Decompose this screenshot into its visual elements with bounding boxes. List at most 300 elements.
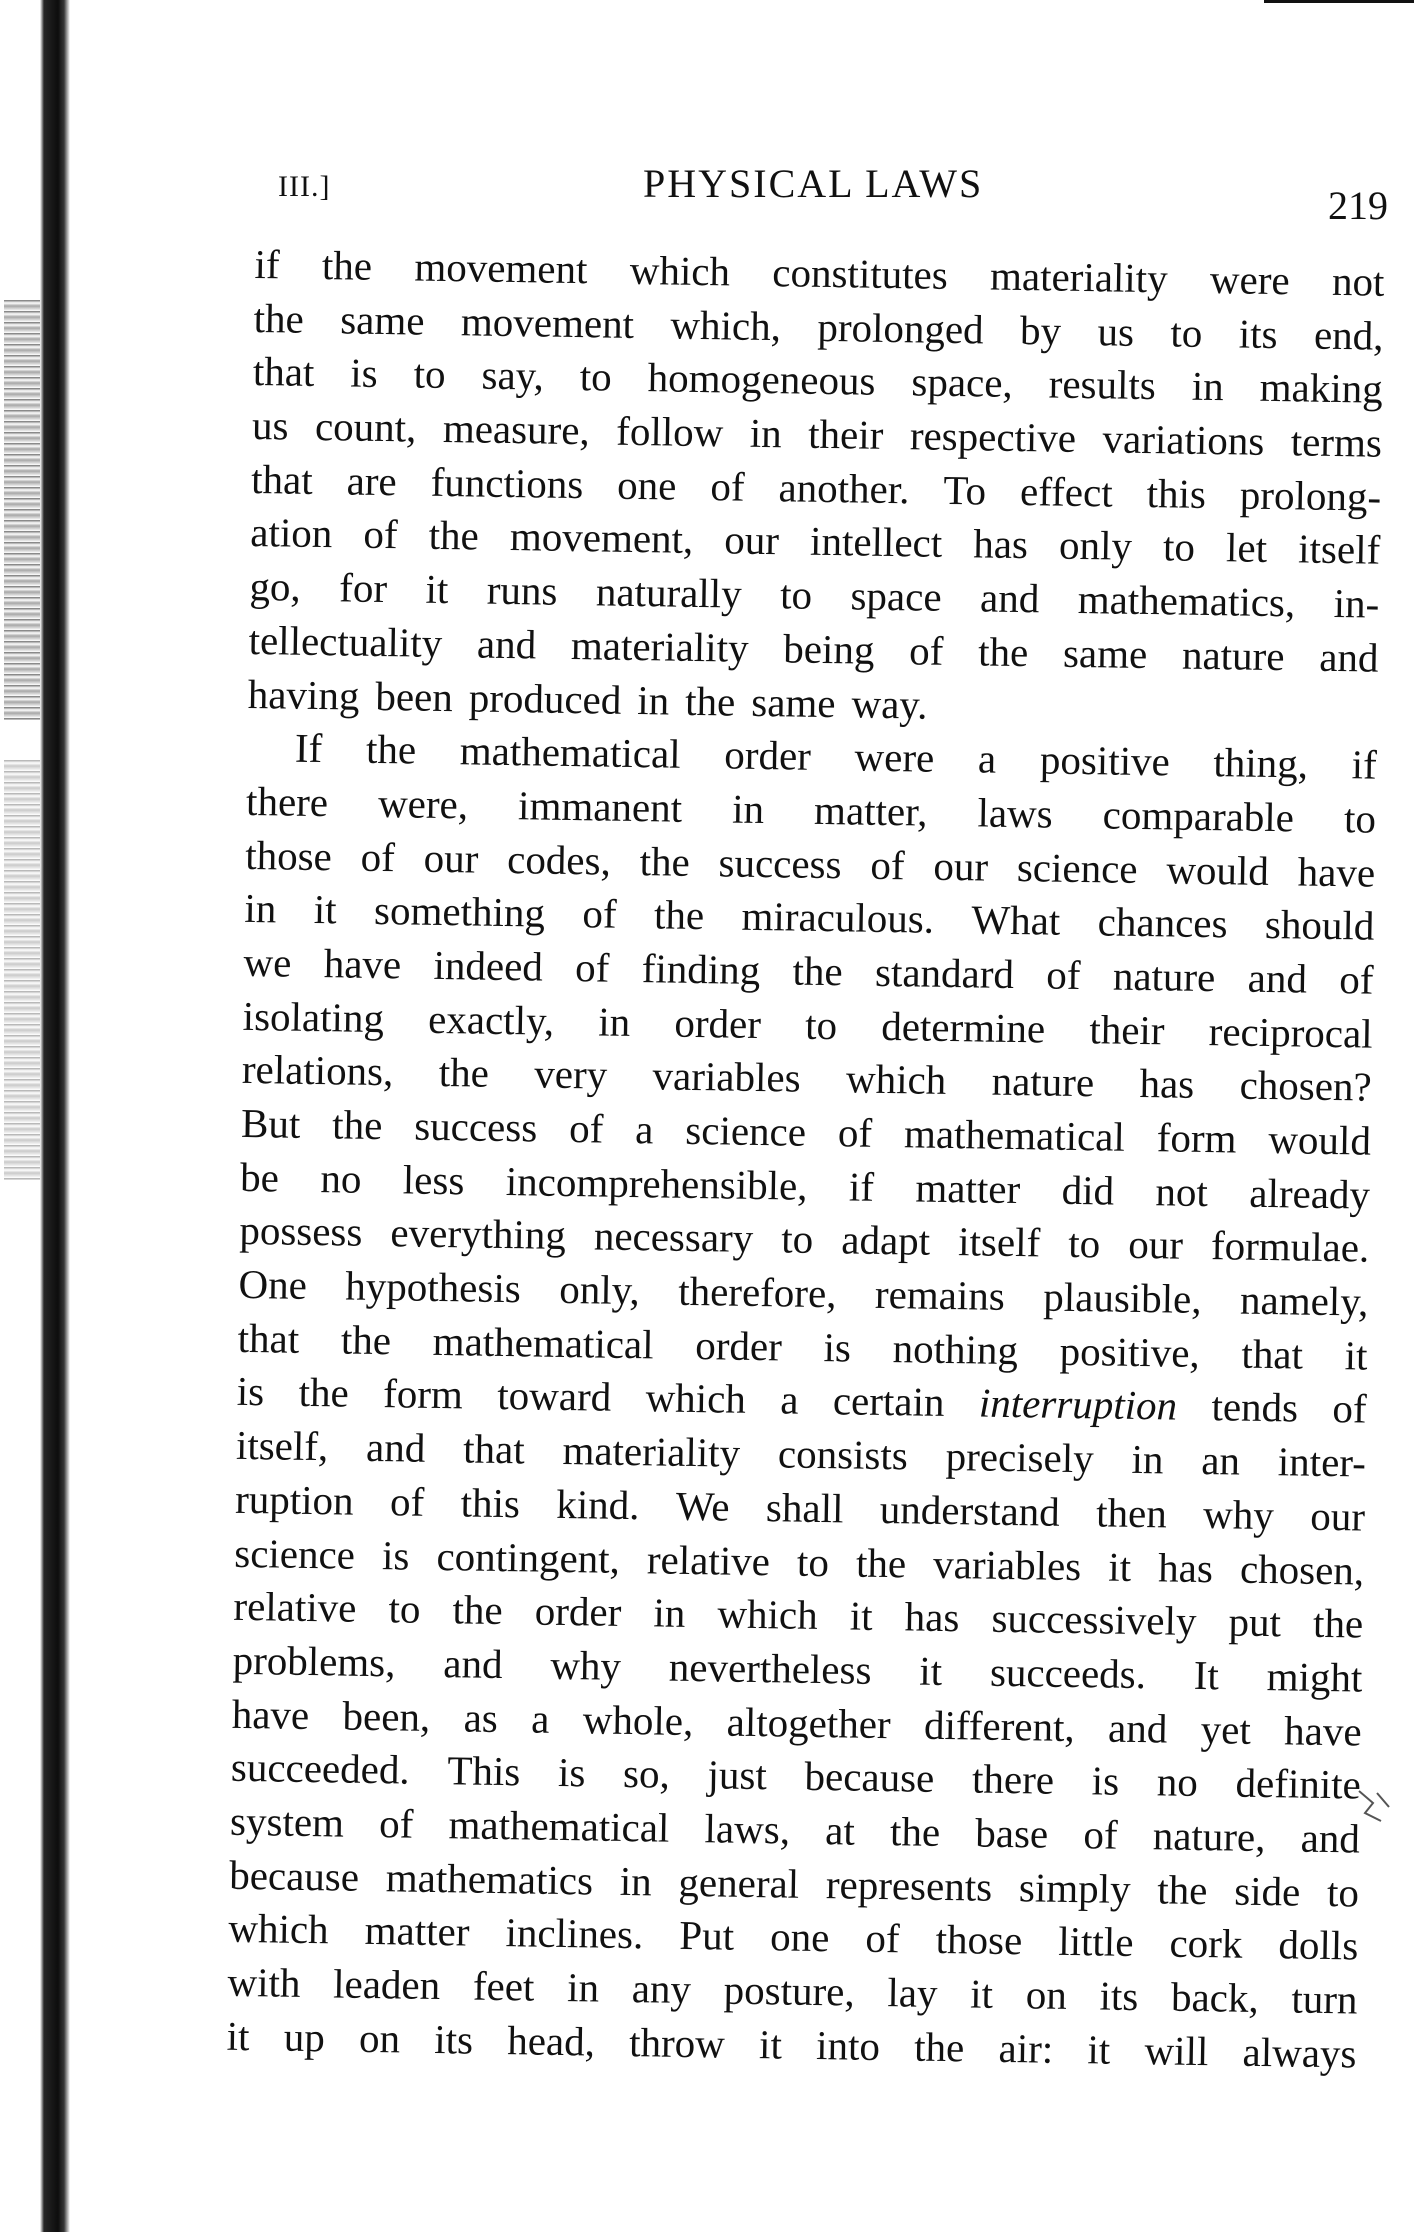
word: the bbox=[684, 677, 736, 725]
word: variables bbox=[652, 1052, 801, 1101]
word: terms bbox=[1290, 418, 1383, 466]
word: at bbox=[824, 1807, 856, 1854]
word: with bbox=[227, 1958, 301, 2006]
word: represents bbox=[825, 1860, 993, 1910]
word: the bbox=[889, 1808, 941, 1855]
word: just bbox=[707, 1751, 768, 1799]
word: that bbox=[252, 348, 315, 396]
word: intellect bbox=[809, 518, 943, 567]
word: our bbox=[724, 516, 780, 564]
word: nevertheless bbox=[668, 1643, 872, 1693]
word: in bbox=[636, 676, 670, 724]
word: its bbox=[1238, 310, 1278, 357]
stray-pencil-mark bbox=[1355, 1785, 1395, 1833]
word: immanent bbox=[517, 782, 683, 831]
word: chosen? bbox=[1239, 1061, 1373, 1110]
word: will bbox=[1144, 2026, 1209, 2074]
word: leaden bbox=[332, 1960, 441, 2009]
word: prolong- bbox=[1239, 471, 1382, 520]
word: would bbox=[1268, 1116, 1372, 1164]
word: the bbox=[321, 242, 373, 289]
word: one bbox=[616, 461, 677, 509]
word: of bbox=[908, 627, 944, 674]
word: tends bbox=[1211, 1383, 1299, 1431]
word: in bbox=[244, 885, 277, 932]
word: it bbox=[425, 565, 449, 613]
word: materiality bbox=[570, 621, 749, 671]
word: in- bbox=[1333, 580, 1380, 627]
word: should bbox=[1264, 901, 1375, 949]
word: of bbox=[363, 511, 398, 558]
page-number: 219 bbox=[1328, 183, 1388, 228]
word: determine bbox=[880, 1002, 1046, 1052]
word: back, bbox=[1170, 1973, 1260, 2021]
word: in bbox=[598, 998, 631, 1045]
word: plausible, bbox=[1042, 1273, 1202, 1323]
word: order bbox=[724, 731, 812, 779]
word: then bbox=[1095, 1489, 1168, 1537]
word: and bbox=[1247, 954, 1308, 1002]
word: movement, bbox=[509, 513, 694, 563]
word: in bbox=[619, 1857, 653, 1905]
word: always bbox=[1242, 2028, 1357, 2077]
word: that bbox=[1241, 1330, 1304, 1378]
word: posture, bbox=[723, 1966, 856, 2015]
word: have bbox=[323, 940, 402, 988]
word: less bbox=[402, 1156, 465, 1204]
binding-speckle-lower bbox=[4, 760, 40, 1180]
word: on bbox=[358, 2014, 401, 2062]
word: inter- bbox=[1277, 1438, 1367, 1486]
word: the bbox=[792, 947, 844, 995]
word: is bbox=[236, 1368, 265, 1415]
word: it bbox=[969, 1970, 994, 2017]
word: laws bbox=[977, 789, 1054, 837]
word: runs bbox=[486, 566, 558, 614]
word: their bbox=[807, 410, 884, 458]
word: miraculous. bbox=[741, 892, 935, 942]
word: already bbox=[1249, 1169, 1371, 1218]
word: space, bbox=[911, 358, 1014, 407]
word: same bbox=[1062, 629, 1148, 677]
word: This bbox=[447, 1747, 521, 1795]
word: the bbox=[428, 512, 480, 559]
word: its bbox=[1099, 1972, 1139, 2020]
word: effect bbox=[1019, 467, 1114, 516]
word: nature bbox=[1181, 631, 1285, 680]
word: itself, bbox=[235, 1421, 329, 1470]
word: the bbox=[365, 725, 417, 773]
word: something bbox=[373, 887, 546, 936]
word: movement bbox=[460, 297, 635, 347]
word: the bbox=[331, 1101, 383, 1149]
word: mathematics bbox=[385, 1853, 594, 1904]
word: nature bbox=[1112, 952, 1216, 1001]
word: go, bbox=[249, 563, 302, 610]
word: a bbox=[634, 1106, 654, 1153]
word: it bbox=[313, 886, 338, 933]
word: the bbox=[913, 2023, 965, 2071]
word: If bbox=[294, 724, 323, 772]
word: be bbox=[239, 1153, 280, 1201]
word: comparable bbox=[1102, 791, 1295, 841]
word: its bbox=[433, 2015, 474, 2063]
word: produced bbox=[468, 673, 622, 723]
word: different, bbox=[923, 1701, 1076, 1750]
word: very bbox=[533, 1050, 608, 1098]
word: consists bbox=[777, 1430, 909, 1479]
top-edge-rule bbox=[1264, 0, 1414, 3]
word: why bbox=[550, 1641, 622, 1689]
word: which bbox=[645, 1374, 747, 1423]
word: necessary bbox=[593, 1212, 754, 1262]
word: this bbox=[1146, 469, 1207, 517]
word: of bbox=[378, 1800, 414, 1847]
word: it bbox=[1087, 2025, 1111, 2073]
word: To bbox=[943, 466, 987, 514]
word: were bbox=[854, 733, 935, 781]
word: to bbox=[1343, 795, 1377, 842]
word: in bbox=[1131, 1436, 1164, 1483]
word: air: bbox=[998, 2024, 1054, 2072]
word: certain bbox=[832, 1377, 945, 1426]
word: order bbox=[674, 999, 762, 1047]
word: whole, bbox=[582, 1695, 694, 1744]
word: end, bbox=[1313, 311, 1384, 359]
word: indeed bbox=[433, 941, 544, 990]
word: relative bbox=[646, 1535, 771, 1584]
word: there bbox=[971, 1755, 1055, 1803]
word: general bbox=[678, 1858, 800, 1907]
word: everything bbox=[390, 1209, 567, 1259]
word: have bbox=[1283, 1706, 1362, 1755]
word: the bbox=[653, 891, 705, 939]
word: us bbox=[251, 402, 289, 449]
word: to bbox=[413, 350, 446, 398]
word: no bbox=[1156, 1758, 1199, 1806]
word: the bbox=[298, 1369, 350, 1417]
word: side bbox=[1233, 1867, 1301, 1915]
word: has bbox=[1157, 1543, 1214, 1591]
word: laws, bbox=[704, 1805, 791, 1853]
word: nature, bbox=[1152, 1812, 1266, 1861]
word: only bbox=[1058, 522, 1133, 570]
word: on bbox=[1025, 1971, 1068, 2018]
word: is bbox=[1091, 1757, 1120, 1805]
word: did bbox=[1061, 1166, 1115, 1214]
word: in bbox=[1191, 363, 1225, 410]
word: formulae. bbox=[1210, 1222, 1370, 1271]
word: ruption bbox=[234, 1475, 354, 1524]
word: understand bbox=[879, 1485, 1061, 1535]
word: naturally bbox=[595, 568, 743, 617]
word: that bbox=[237, 1314, 300, 1362]
word: this bbox=[460, 1479, 521, 1527]
word: our bbox=[933, 842, 989, 890]
word: mathematics, bbox=[1077, 576, 1296, 626]
word: were, bbox=[377, 779, 469, 828]
word: say, bbox=[481, 351, 545, 399]
word: We bbox=[675, 1482, 730, 1530]
word: order bbox=[694, 1321, 783, 1370]
word: succeeds. bbox=[989, 1648, 1147, 1698]
word: same bbox=[339, 296, 425, 344]
word: materiality bbox=[562, 1427, 741, 1476]
word: finding bbox=[641, 945, 761, 993]
word: might bbox=[1266, 1652, 1363, 1701]
word: One bbox=[238, 1260, 308, 1309]
word: is bbox=[823, 1323, 852, 1371]
word: a bbox=[779, 1376, 799, 1424]
word: kind. bbox=[555, 1480, 640, 1529]
word: of bbox=[837, 1109, 873, 1156]
word: prolonged bbox=[817, 303, 985, 353]
word: not bbox=[1331, 257, 1385, 305]
word: turn bbox=[1291, 1975, 1358, 2023]
word: But bbox=[240, 1099, 301, 1147]
word: to bbox=[1067, 1220, 1101, 1267]
word: definite bbox=[1235, 1759, 1362, 1808]
word: interruption bbox=[978, 1379, 1178, 1430]
word: is bbox=[350, 349, 379, 397]
word: and bbox=[442, 1640, 503, 1687]
word: science bbox=[685, 1106, 807, 1155]
word: have bbox=[231, 1690, 310, 1738]
word: toward bbox=[497, 1372, 612, 1421]
word: our bbox=[423, 834, 479, 882]
word: of bbox=[582, 890, 617, 938]
word: variables bbox=[932, 1540, 1082, 1589]
word: dolls bbox=[1278, 1921, 1359, 1969]
word: into bbox=[815, 2021, 881, 2069]
word: the bbox=[340, 1316, 392, 1364]
word: the bbox=[639, 837, 691, 885]
word: and bbox=[1318, 633, 1379, 681]
word: success bbox=[718, 838, 842, 887]
word: isolating bbox=[242, 992, 385, 1041]
word: if bbox=[1351, 741, 1378, 788]
word: and bbox=[476, 620, 537, 668]
word: base bbox=[974, 1809, 1049, 1857]
word: let bbox=[1225, 524, 1268, 572]
page-title: PHYSICAL LAWS bbox=[643, 161, 984, 206]
word: it bbox=[1107, 1543, 1132, 1590]
word: an bbox=[1200, 1437, 1241, 1484]
word: it bbox=[758, 2020, 783, 2068]
word: tellectuality bbox=[248, 616, 443, 666]
word: results bbox=[1048, 360, 1157, 409]
word: which bbox=[845, 1055, 947, 1104]
word: form bbox=[382, 1370, 464, 1418]
word: succeeded. bbox=[230, 1744, 411, 1793]
word: chosen, bbox=[1239, 1545, 1365, 1594]
word: only, bbox=[558, 1265, 641, 1314]
word: in bbox=[566, 1964, 600, 2011]
word: ation bbox=[250, 509, 333, 557]
word: hypothesis bbox=[345, 1262, 522, 1312]
word: another. bbox=[778, 464, 910, 513]
word: little bbox=[1057, 1918, 1134, 1966]
word: Put bbox=[679, 1912, 735, 1960]
word: being bbox=[782, 625, 875, 673]
word: cork bbox=[1169, 1919, 1243, 1968]
word: head, bbox=[506, 2016, 596, 2065]
word: those bbox=[244, 831, 333, 879]
word: and bbox=[1300, 1814, 1361, 1862]
word: movement bbox=[414, 243, 588, 293]
word: contingent, bbox=[436, 1532, 621, 1582]
word: What bbox=[971, 896, 1061, 944]
word: itself bbox=[957, 1218, 1041, 1266]
word: altogether bbox=[726, 1698, 892, 1747]
word: to bbox=[1170, 309, 1203, 356]
word: in bbox=[749, 409, 783, 457]
word: itself bbox=[1297, 525, 1381, 574]
word: variations bbox=[1102, 415, 1265, 464]
word: of bbox=[574, 944, 610, 991]
word: to bbox=[804, 1001, 838, 1048]
word: reciprocal bbox=[1208, 1007, 1374, 1057]
word: the bbox=[253, 294, 305, 342]
word: it bbox=[1344, 1332, 1368, 1379]
word: up bbox=[283, 2013, 326, 2061]
word: it bbox=[849, 1592, 873, 1640]
word: has bbox=[1139, 1060, 1195, 1108]
word: feet bbox=[472, 1962, 535, 2010]
word: put bbox=[1228, 1598, 1282, 1646]
word: positive, bbox=[1059, 1327, 1201, 1376]
body-text bbox=[226, 238, 1385, 2081]
word: has bbox=[972, 520, 1029, 568]
word: no bbox=[320, 1154, 362, 1202]
word: were bbox=[1209, 256, 1291, 304]
word: to bbox=[388, 1585, 421, 1632]
word: positive bbox=[1039, 736, 1171, 785]
word: to bbox=[1162, 523, 1196, 571]
word: successively bbox=[991, 1594, 1197, 1645]
word: namely, bbox=[1239, 1276, 1369, 1325]
word: inclines. bbox=[505, 1909, 644, 1958]
word: us bbox=[1097, 307, 1135, 355]
word: of bbox=[360, 833, 396, 880]
word: any bbox=[631, 1965, 692, 2013]
word: of bbox=[1338, 956, 1374, 1003]
word: in bbox=[731, 785, 765, 832]
word: been, bbox=[342, 1692, 431, 1740]
word: yet bbox=[1200, 1705, 1252, 1753]
word: by bbox=[1019, 306, 1062, 354]
word: because bbox=[228, 1851, 360, 1900]
word: mathematical bbox=[448, 1801, 670, 1851]
word: count, bbox=[314, 403, 417, 451]
word: of bbox=[568, 1105, 604, 1152]
word: the bbox=[977, 628, 1029, 676]
word: space bbox=[850, 572, 942, 620]
word: a bbox=[977, 735, 997, 782]
word: that bbox=[462, 1425, 526, 1473]
word: shall bbox=[765, 1483, 844, 1532]
word: mathematical bbox=[432, 1317, 654, 1368]
word: of bbox=[870, 841, 905, 888]
word: we bbox=[243, 938, 292, 986]
word: there bbox=[245, 777, 329, 826]
word: problems, bbox=[232, 1636, 396, 1686]
word: would bbox=[1166, 845, 1270, 894]
word: and bbox=[1107, 1704, 1168, 1752]
word: it bbox=[919, 1647, 943, 1694]
word: so, bbox=[622, 1750, 671, 1797]
word: of bbox=[865, 1915, 900, 1962]
word: the bbox=[1312, 1599, 1364, 1647]
word: and bbox=[365, 1424, 426, 1471]
word: making bbox=[1259, 364, 1384, 413]
word: to bbox=[796, 1538, 830, 1585]
word: has bbox=[904, 1593, 960, 1641]
word: not bbox=[1155, 1167, 1209, 1215]
word: measure, bbox=[442, 405, 591, 454]
word: their bbox=[1089, 1005, 1165, 1054]
word: adapt bbox=[840, 1216, 931, 1265]
word: which bbox=[629, 246, 731, 295]
word: in bbox=[653, 1589, 686, 1637]
word: are bbox=[346, 457, 398, 505]
word: it bbox=[226, 2012, 250, 2059]
word: our bbox=[1127, 1221, 1184, 1269]
word: follow bbox=[615, 407, 724, 456]
word: matter bbox=[364, 1907, 470, 1955]
word: having bbox=[247, 670, 360, 719]
word: if bbox=[254, 240, 280, 288]
word: respective bbox=[909, 412, 1077, 461]
word: which, bbox=[670, 301, 782, 349]
word: relations, bbox=[241, 1046, 394, 1095]
word: matter, bbox=[813, 786, 928, 835]
word: is bbox=[557, 1749, 586, 1796]
word: It bbox=[1193, 1651, 1220, 1699]
word: have bbox=[1297, 848, 1376, 896]
word: incomprehensible, bbox=[505, 1157, 808, 1209]
word: functions bbox=[430, 458, 584, 507]
word: as bbox=[463, 1694, 499, 1741]
word: and bbox=[979, 574, 1040, 622]
word: those bbox=[935, 1916, 1023, 1964]
word: success bbox=[413, 1102, 538, 1151]
binding-speckle-upper bbox=[4, 300, 40, 720]
word: thing, bbox=[1213, 739, 1309, 787]
word: chances bbox=[1097, 898, 1228, 947]
word: nature bbox=[991, 1057, 1095, 1106]
running-head bbox=[278, 160, 1388, 228]
word: possess bbox=[239, 1207, 363, 1256]
word: to bbox=[1326, 1868, 1360, 1916]
word: relative bbox=[233, 1583, 357, 1631]
word: the bbox=[855, 1539, 907, 1586]
word: simply bbox=[1018, 1863, 1131, 1912]
chapter-marker: III.] bbox=[278, 170, 331, 203]
word: of bbox=[389, 1478, 425, 1525]
word: throw bbox=[628, 2018, 726, 2067]
word: mathematical bbox=[903, 1110, 1126, 1160]
word: lay bbox=[887, 1969, 938, 2016]
word: to bbox=[780, 1215, 814, 1263]
word: system bbox=[229, 1797, 345, 1846]
word: science bbox=[233, 1529, 356, 1578]
word: the bbox=[1157, 1866, 1208, 1913]
word: standard bbox=[874, 948, 1015, 997]
word: precisely bbox=[945, 1433, 1095, 1482]
word: a bbox=[530, 1695, 550, 1742]
word: because bbox=[804, 1753, 935, 1802]
